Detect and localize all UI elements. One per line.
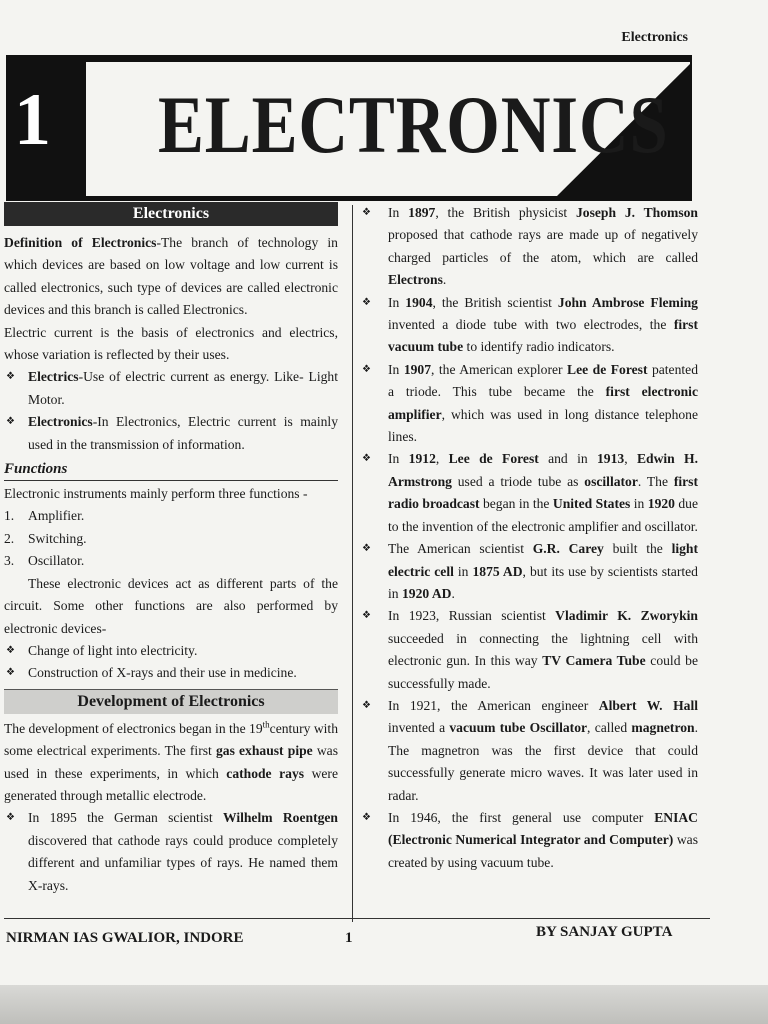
bullet-carey: ❖ The American scientist G.R. Carey built the light electric cell in 1875 AD, but its use by scientists started in 1920 AD. — [360, 538, 698, 605]
bullet-zworykin: ❖ In 1923, Russian scientist Vladimir K. Zworykin succeeded in connecting the lightning cell with electronic gun. In this way TV Camera Tube could be successfully made. — [360, 605, 698, 695]
footer-author: BY SANJAY GUPTA — [536, 924, 673, 940]
right-column — [360, 202, 698, 874]
chapter-number: 1 — [14, 79, 51, 161]
development-paragraph: The development of electronics began in the 19thcentury with some electrical experiments. The first gas exhaust pipe was used in these experiments, in which cathode rays were generated through metallic electrode. — [4, 719, 338, 803]
bullet-x-rays: ❖ Construction of X-rays and their use in medicine. — [4, 662, 338, 684]
running-head: Electronics — [621, 30, 688, 45]
function-item-3: 3. Oscillator. — [4, 553, 85, 569]
column-divider — [352, 205, 353, 922]
footer-publisher: NIRMAN IAS GWALIOR, INDORE — [6, 930, 244, 946]
bullet-fleming: ❖ In 1904, the British scientist John Ambrose Fleming invented a diode tube with two electrodes, the first vacuum tube to identify radio indicators. — [360, 292, 698, 359]
definition-label: Definition of Electronics — [4, 235, 157, 250]
page-edge — [0, 985, 768, 1024]
section-heading-electronics: Electronics — [4, 202, 338, 226]
functions-paragraph: These electronic devices act as different parts of the circuit. Some other functions are also performed by electronic devices- — [4, 575, 338, 636]
function-item-1: 1. Amplifier. — [4, 508, 85, 524]
bullet-eniac: ❖ In 1946, the first general use computer ENIAC (Electronic Numerical Integrator and Computer) was created by using vacuum tube. — [360, 807, 698, 874]
basis-paragraph: Electric current is the basis of electronics and electrics, whose variation is reflected by their uses. — [4, 324, 338, 363]
section-heading-development: Development of Electronics — [4, 689, 338, 714]
bullet-hall: ❖ In 1921, the American engineer Albert W. Hall invented a vacuum tube Oscillator, called magnetron. The magnetron was the first device that could successfully generate micro waves. It was later used in radar. — [360, 695, 698, 807]
bullet-electrics: ❖ Electrics-Use of electric current as energy. Like- Light Motor. — [4, 366, 338, 411]
definition-paragraph: Definition of Electronics-The branch of technology in which devices are based on low voltage and low current is called electronics, such type of devices are called electronic devices and this branch is called Electronics. — [4, 235, 338, 318]
bullet-armstrong: ❖ In 1912, Lee de Forest and in 1913, Edwin H. Armstrong used a triode tube as oscillator. The first radio broadcast began in the United States in 1920 due to the invention of the electronic amplifier and oscillator. — [360, 448, 698, 538]
bullet-electronics: ❖ Electronics-In Electronics, Electric current is mainly used in the transmission of information. — [4, 411, 338, 456]
chapter-title: ELECTRONICS — [158, 79, 669, 170]
functions-heading: Functions — [4, 458, 338, 481]
bullet-de-forest: ❖ In 1907, the American explorer Lee de Forest patented a triode. This tube became the first electronic amplifier, which was used in long distance telephone lines. — [360, 359, 698, 449]
footer-rule — [4, 918, 710, 919]
bullet-roentgen: ❖ In 1895 the German scientist Wilhelm Roentgen discovered that cathode rays could produce completely different and unfamiliar types of rays. He named them X-rays. — [4, 807, 338, 897]
bullet-thomson: ❖ In 1897, the British physicist Joseph J. Thomson proposed that cathode rays are made up of negatively charged particles of the atom, which are called Electrons. — [360, 202, 698, 292]
function-item-2: 2. Switching. — [4, 530, 87, 546]
bullet-light-electricity: ❖ Change of light into electricity. — [4, 640, 338, 662]
page-number: 1 — [345, 930, 353, 946]
functions-intro: Electronic instruments mainly perform three functions - — [4, 486, 308, 502]
left-column — [4, 202, 338, 897]
